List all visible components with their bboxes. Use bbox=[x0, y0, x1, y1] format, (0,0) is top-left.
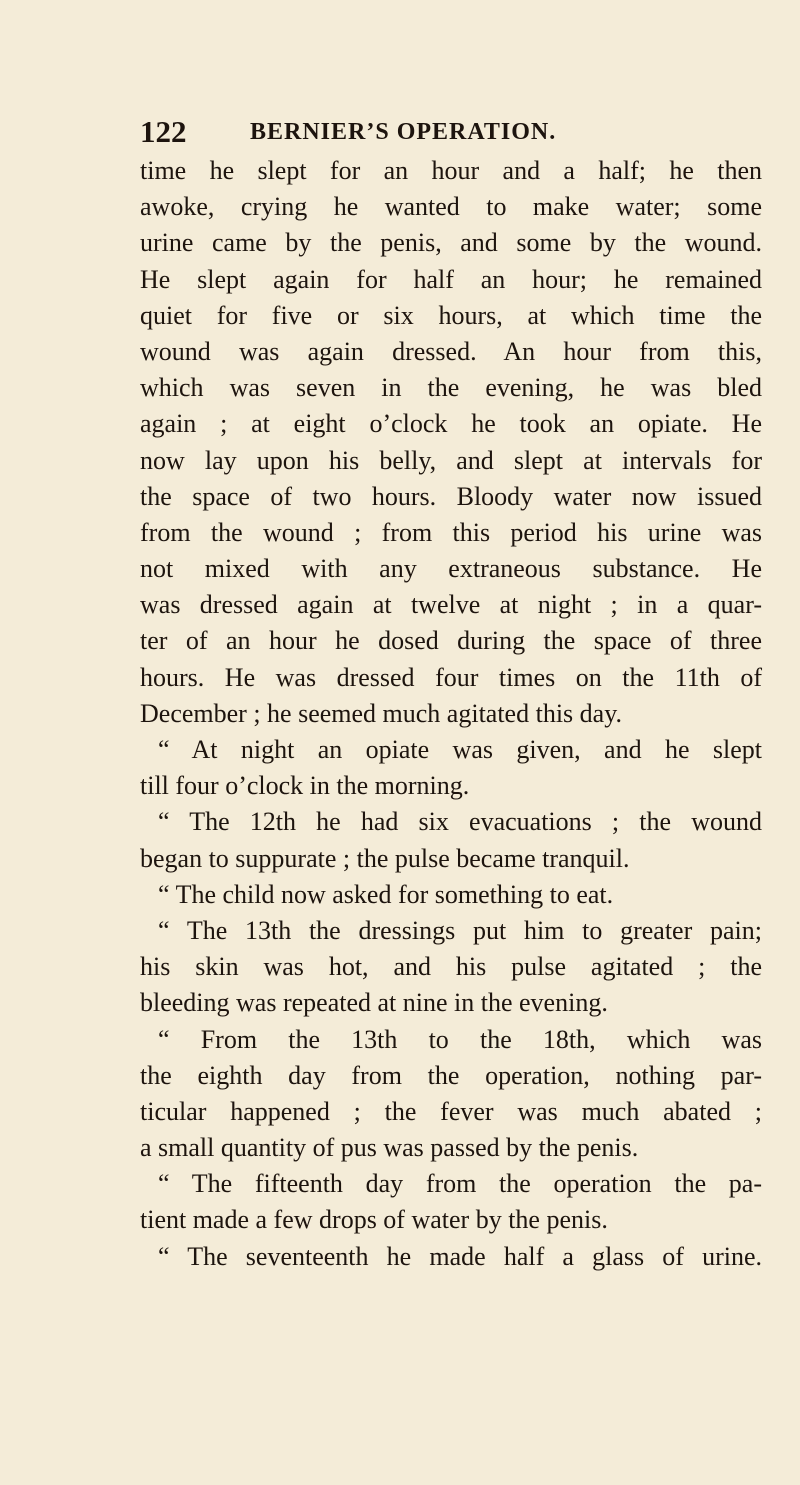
text-line: the eighth day from the operation, nothing par- bbox=[140, 1060, 762, 1090]
text-line: “ At night an opiate was given, and he slept bbox=[158, 735, 762, 764]
page-header bbox=[140, 112, 760, 152]
text-line: was dressed again at twelve at night ; in a quar- bbox=[140, 590, 762, 620]
text-line: wound was again dressed. An hour from this, bbox=[140, 336, 762, 366]
text-line: ter of an hour he dosed during the space of three bbox=[140, 626, 762, 656]
text-line: awoke, crying he wanted to make water; some bbox=[140, 192, 762, 222]
text-line: not mixed with any extraneous substance. He bbox=[140, 554, 762, 584]
text-line: December ; he seemed much agitated this day. bbox=[140, 698, 623, 728]
text-line: He slept again for half an hour; he remained bbox=[140, 264, 762, 294]
text-line: “ The 12th he had six evacuations ; the wound bbox=[158, 807, 762, 837]
text-line: “ The 13th the dressings put him to greater pain; bbox=[158, 915, 762, 945]
text-line: from the wound ; from this period his urine was bbox=[140, 517, 762, 547]
text-line: bleeding was repeated at nine in the evening. bbox=[140, 988, 608, 1018]
text-line: again ; at eight o’clock he took an opiate. He bbox=[140, 409, 762, 439]
text-line: which was seven in the evening, he was bled bbox=[140, 373, 762, 403]
text-line: tient made a few drops of water by the penis. bbox=[140, 1205, 608, 1235]
text-line: “ The fifteenth day from the operation the pa- bbox=[158, 1169, 762, 1199]
text-line: hours. He was dressed four times on the 11th of bbox=[140, 662, 762, 692]
text-line: urine came by the penis, and some by the wound. bbox=[140, 228, 762, 258]
text-line: ticular happened ; the fever was much abated ; bbox=[140, 1096, 762, 1126]
text-line: quiet for five or six hours, at which time the bbox=[140, 300, 762, 330]
text-line: now lay upon his belly, and slept at intervals for bbox=[140, 445, 762, 475]
text-line: till four o’clock in the morning. bbox=[140, 771, 470, 801]
text-line: the space of two hours. Bloody water now issued bbox=[140, 481, 762, 511]
text-line: “ The child now asked for something to eat. bbox=[158, 879, 614, 909]
running-title: BERNIER’S OPERATION. bbox=[250, 119, 557, 145]
body-text bbox=[140, 153, 762, 1275]
page-number: 122 bbox=[140, 114, 187, 149]
text-line: a small quantity of pus was passed by the penis. bbox=[140, 1133, 639, 1163]
text-line: time he slept for an hour and a half; he then bbox=[140, 156, 762, 185]
text-line: “ The seventeenth he made half a glass of urine. bbox=[158, 1241, 762, 1271]
text-line: his skin was hot, and his pulse agitated ; the bbox=[140, 952, 762, 982]
text-line: “ From the 13th to the 18th, which was bbox=[158, 1024, 762, 1054]
text-line: began to suppurate ; the pulse became tranquil. bbox=[140, 843, 630, 873]
